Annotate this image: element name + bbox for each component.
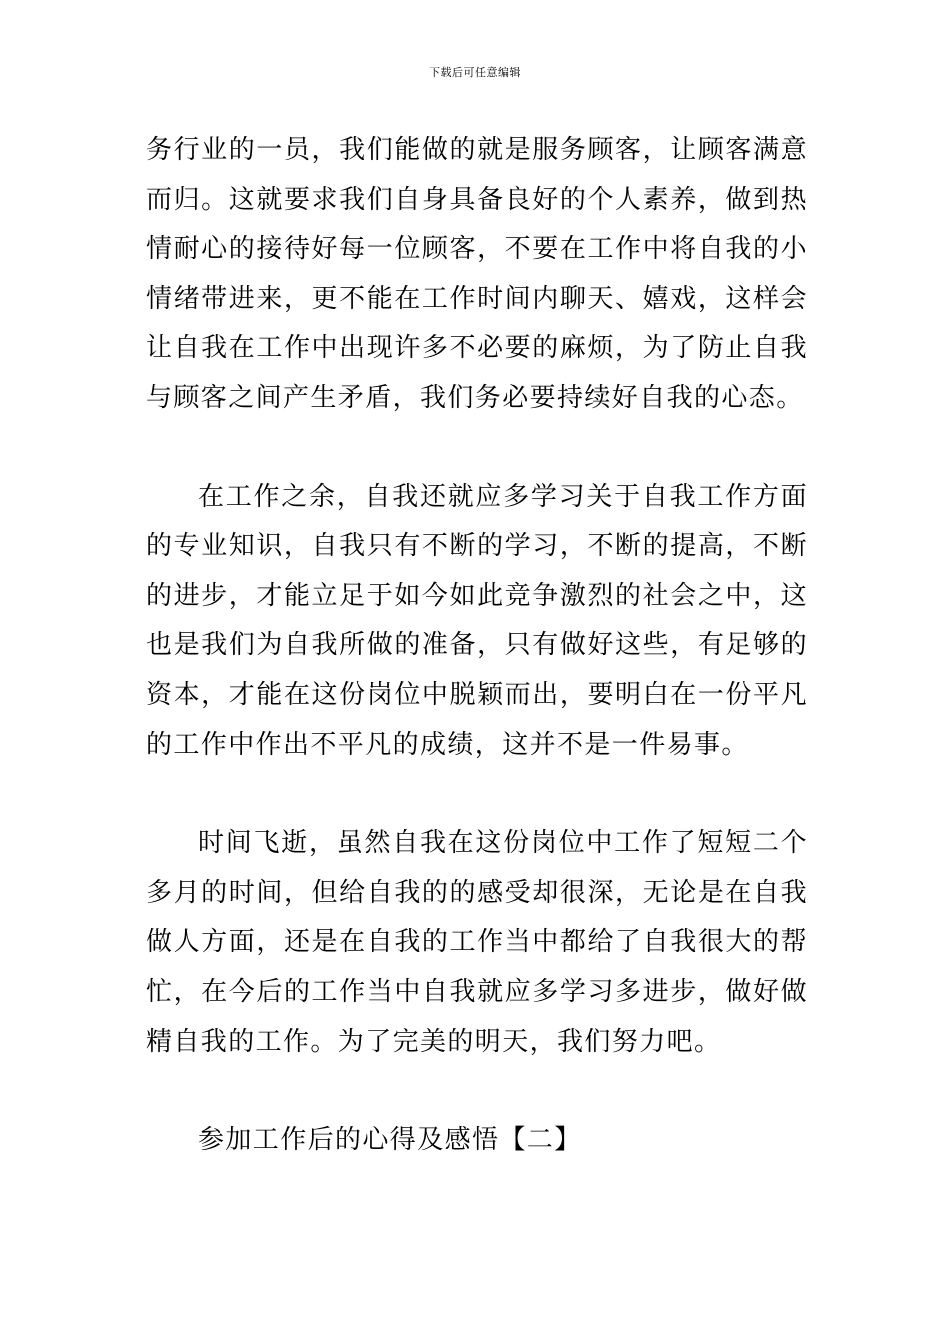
section-heading: 参加工作后的心得及感悟【二】 — [198, 1125, 582, 1156]
paragraph-3: 时间飞逝，虽然自我在这份岗位中工作了短短二个多月的时间，但给自我的的感受却很深，无论是在自我做人方面，还是在自我的工作当中都给了自我很大的帮忙，在今后的工作当中自我就应多学习多进步，做好做精自我的工作。为了完美的明天，我们努力吧。 — [146, 828, 808, 1057]
paragraph-2: 在工作之余，自我还就应多学习关于自我工作方面的专业知识，自我只有不断的学习，不断的提高，不断的进步，才能立足于如今如此竞争激烈的社会之中，这也是我们为自我所做的准备，只有做好这些，有足够的资本，才能在这份岗位中脱颖而出，要明白在一份平凡的工作中作出不平凡的成绩，这并不是一件易事。 — [146, 481, 808, 760]
page-header-note: 下载后可任意编辑 — [429, 66, 521, 79]
paragraph-1: 务行业的一员，我们能做的就是服务顾客，让顾客满意而归。这就要求我们自身具备良好的个人素养，做到热情耐心的接待好每一位顾客，不要在工作中将自我的小情绪带进来，更不能在工作时间内聊天、嬉戏，这样会让自我在工作中出现许多不必要的麻烦，为了防止自我与顾客之间产生矛盾，我们务必要持续好自我的心态。 — [146, 135, 808, 413]
document-body — [146, 126, 808, 1166]
